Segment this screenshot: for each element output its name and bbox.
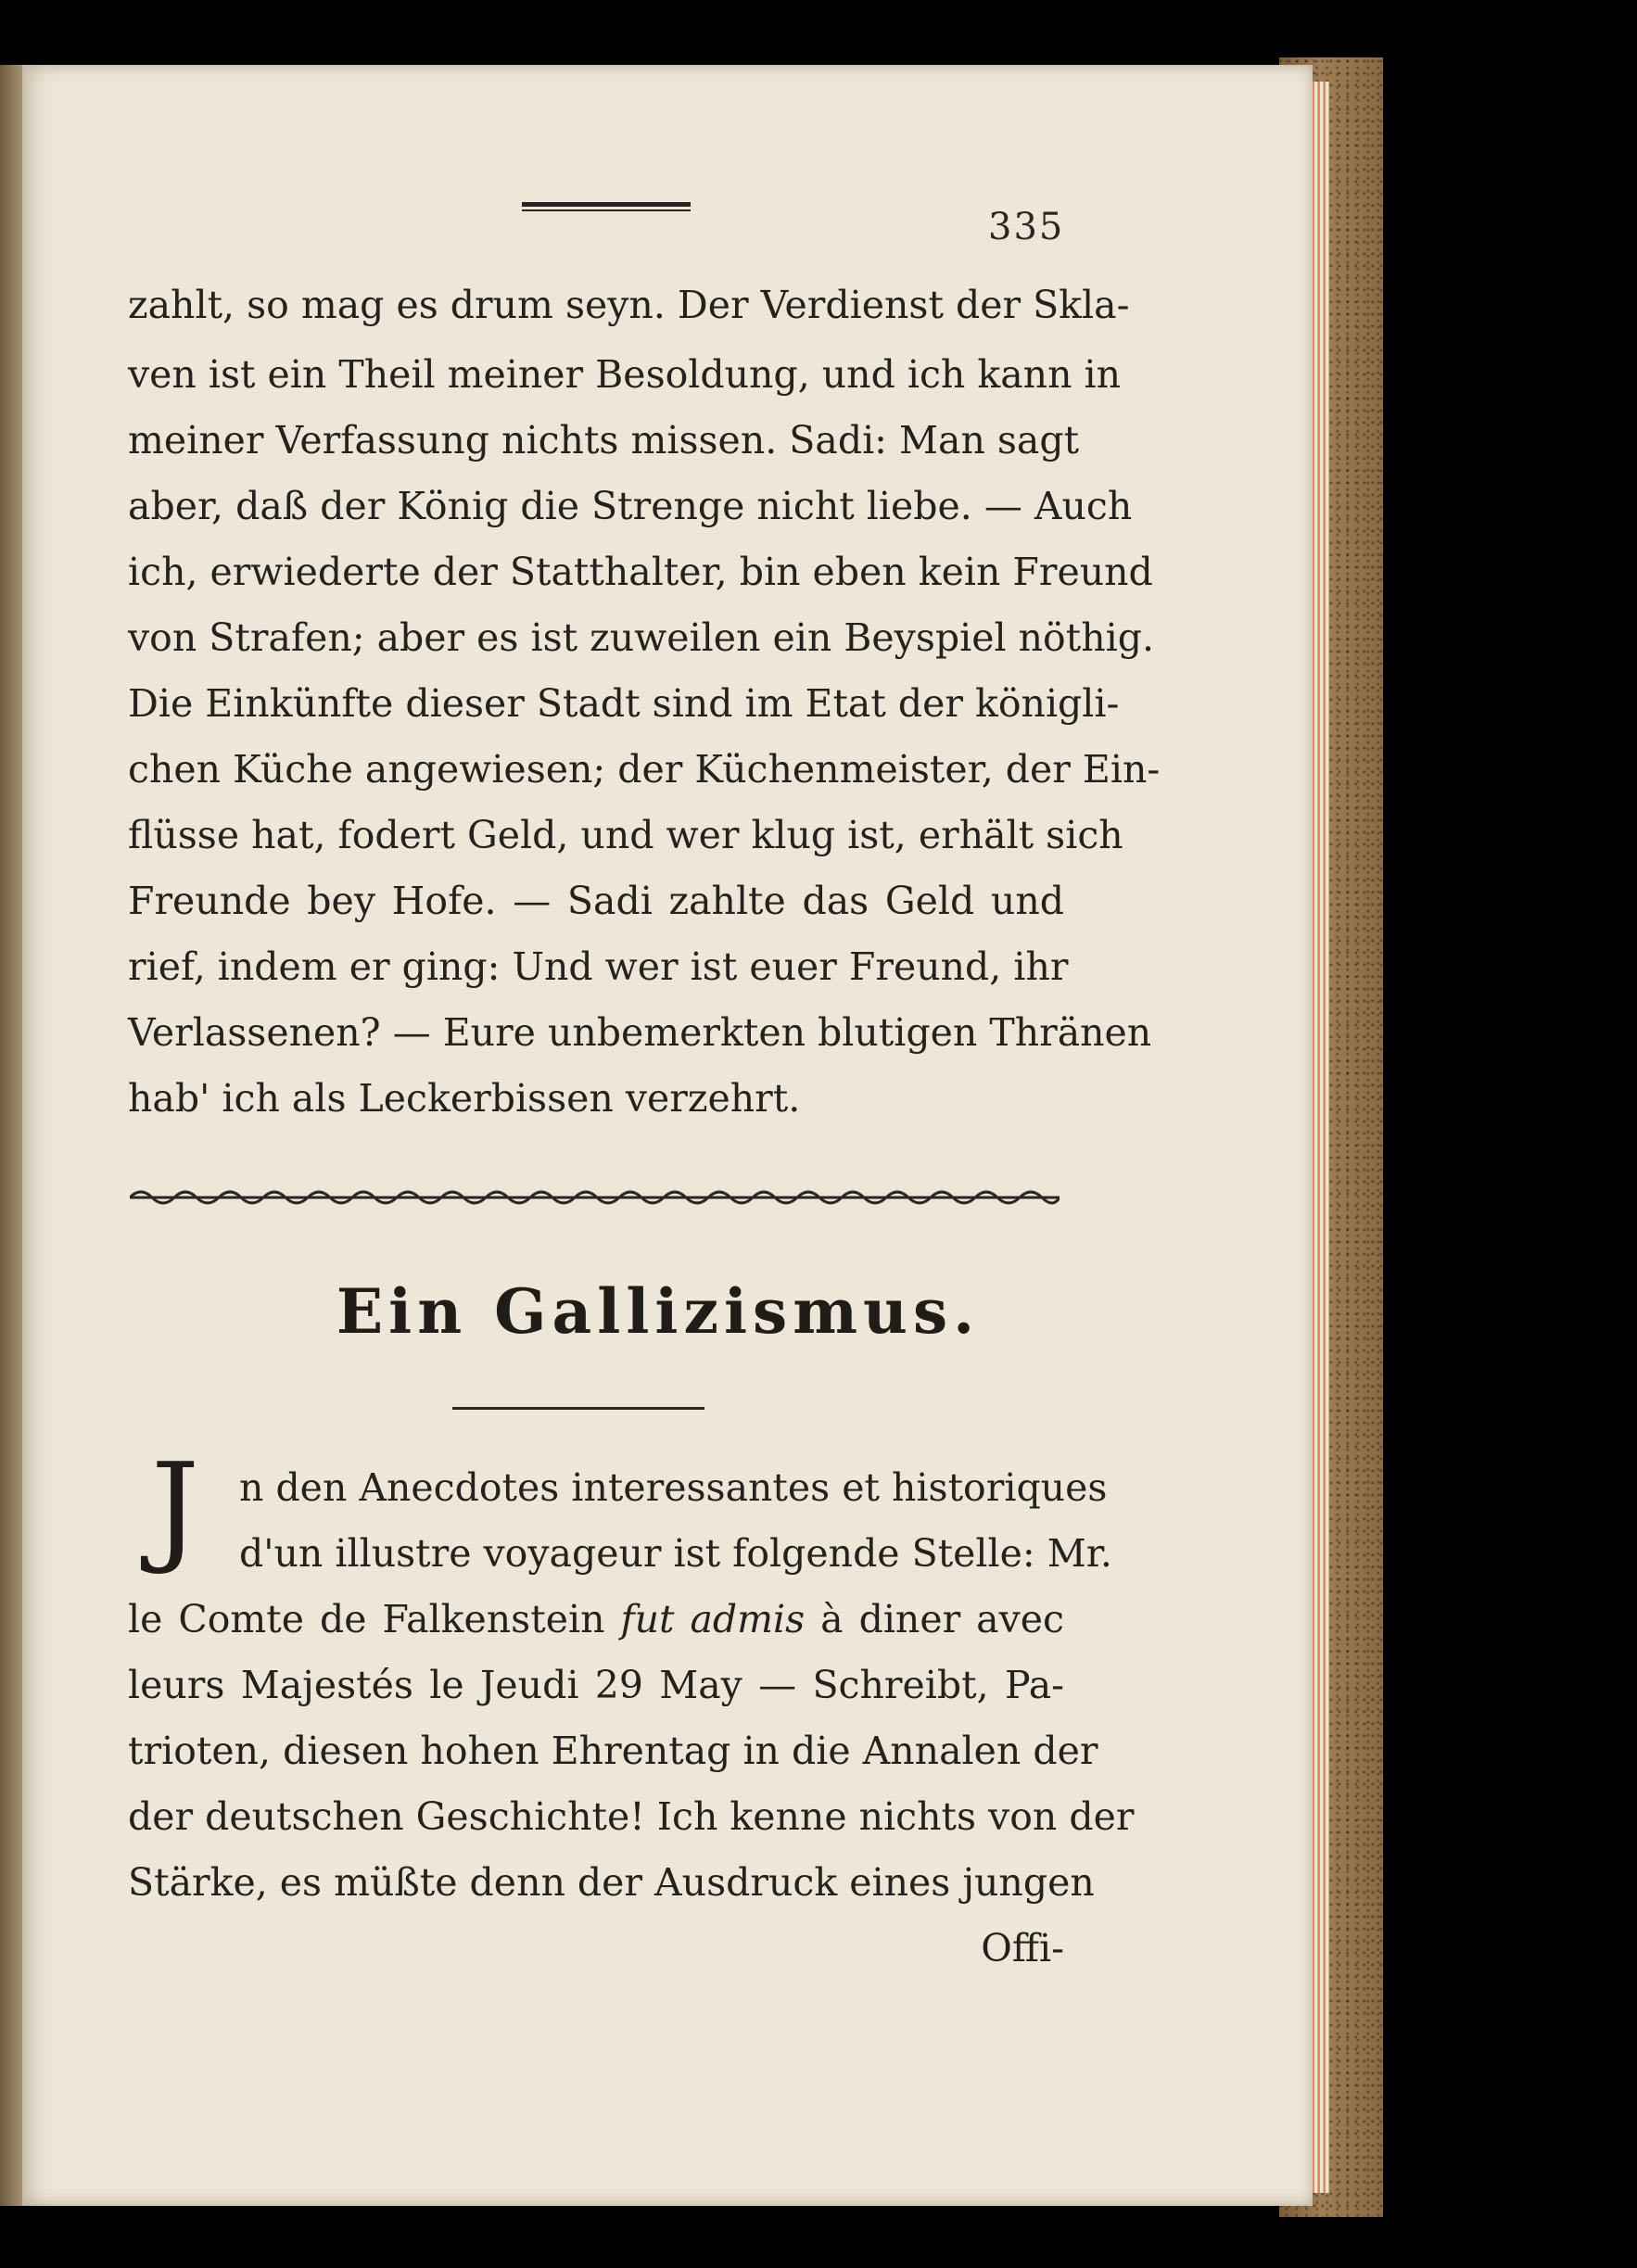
text-line: chen Küche angewiesen; der Küchenmeister, der Ein-: [128, 747, 1161, 792]
text-line: d'un illustre voyageur ist folgende Stelle: Mr.: [239, 1531, 1112, 1576]
page-number: 335: [988, 206, 1065, 248]
text-line: Stärke, es müßte denn der Ausdruck eines jungen: [128, 1860, 1095, 1905]
text-line: meiner Verfassung nichts missen. Sadi: Man sagt: [128, 418, 1080, 462]
section-title: Ein Gallizismus.: [336, 1275, 981, 1348]
title-rule: [452, 1407, 704, 1410]
dropcap-letter: J: [150, 1437, 200, 1577]
text-line: rief, indem er ging: Und wer ist euer Freund, ihr: [128, 944, 1069, 989]
text-line: leurs Majestés le Jeudi 29 May — Schreibt, Pa-: [128, 1663, 1064, 1707]
text-line: Die Einkünfte dieser Stadt sind im Etat der königli-: [128, 681, 1120, 726]
text-line: Verlassenen? — Eure unbemerkten blutigen Thränen: [128, 1010, 1152, 1055]
text-line: n den Anecdotes interessantes et historiques: [239, 1465, 1108, 1510]
text-line: hab' ich als Leckerbissen verzehrt.: [128, 1076, 801, 1121]
text-line: der deutschen Geschichte! Ich kenne nichts von der: [128, 1794, 1135, 1839]
ornament-divider: [130, 1186, 1060, 1209]
text-line: zahlt, so mag es drum seyn. Der Verdienst der Skla-: [128, 283, 1130, 327]
text-line: ven ist ein Theil meiner Besoldung, und ich kann in: [128, 352, 1122, 397]
text-line: trioten, diesen hohen Ehrentag in die Annalen der: [128, 1729, 1098, 1773]
text-line: Freunde bey Hofe. — Sadi zahlte das Geld und: [128, 879, 1064, 923]
text-line: [128, 1592, 1064, 1646]
text-line: von Strafen; aber es ist zuweilen ein Beyspiel nöthig.: [128, 615, 1154, 660]
text-line: aber, daß der König die Strenge nicht liebe. — Auch: [128, 484, 1133, 528]
header-rule: [522, 202, 691, 214]
catchword: Offi-: [981, 1926, 1064, 1970]
text-line: ich, erwiederte der Statthalter, bin eben kein Freund: [128, 550, 1153, 594]
text-span: à diner avec: [805, 1597, 1064, 1641]
italic-phrase: fut admis: [620, 1597, 806, 1641]
text-line: flüsse hat, fodert Geld, und wer klug ist, erhält sich: [128, 813, 1123, 857]
text-span: le Comte de Falkenstein: [128, 1597, 621, 1641]
